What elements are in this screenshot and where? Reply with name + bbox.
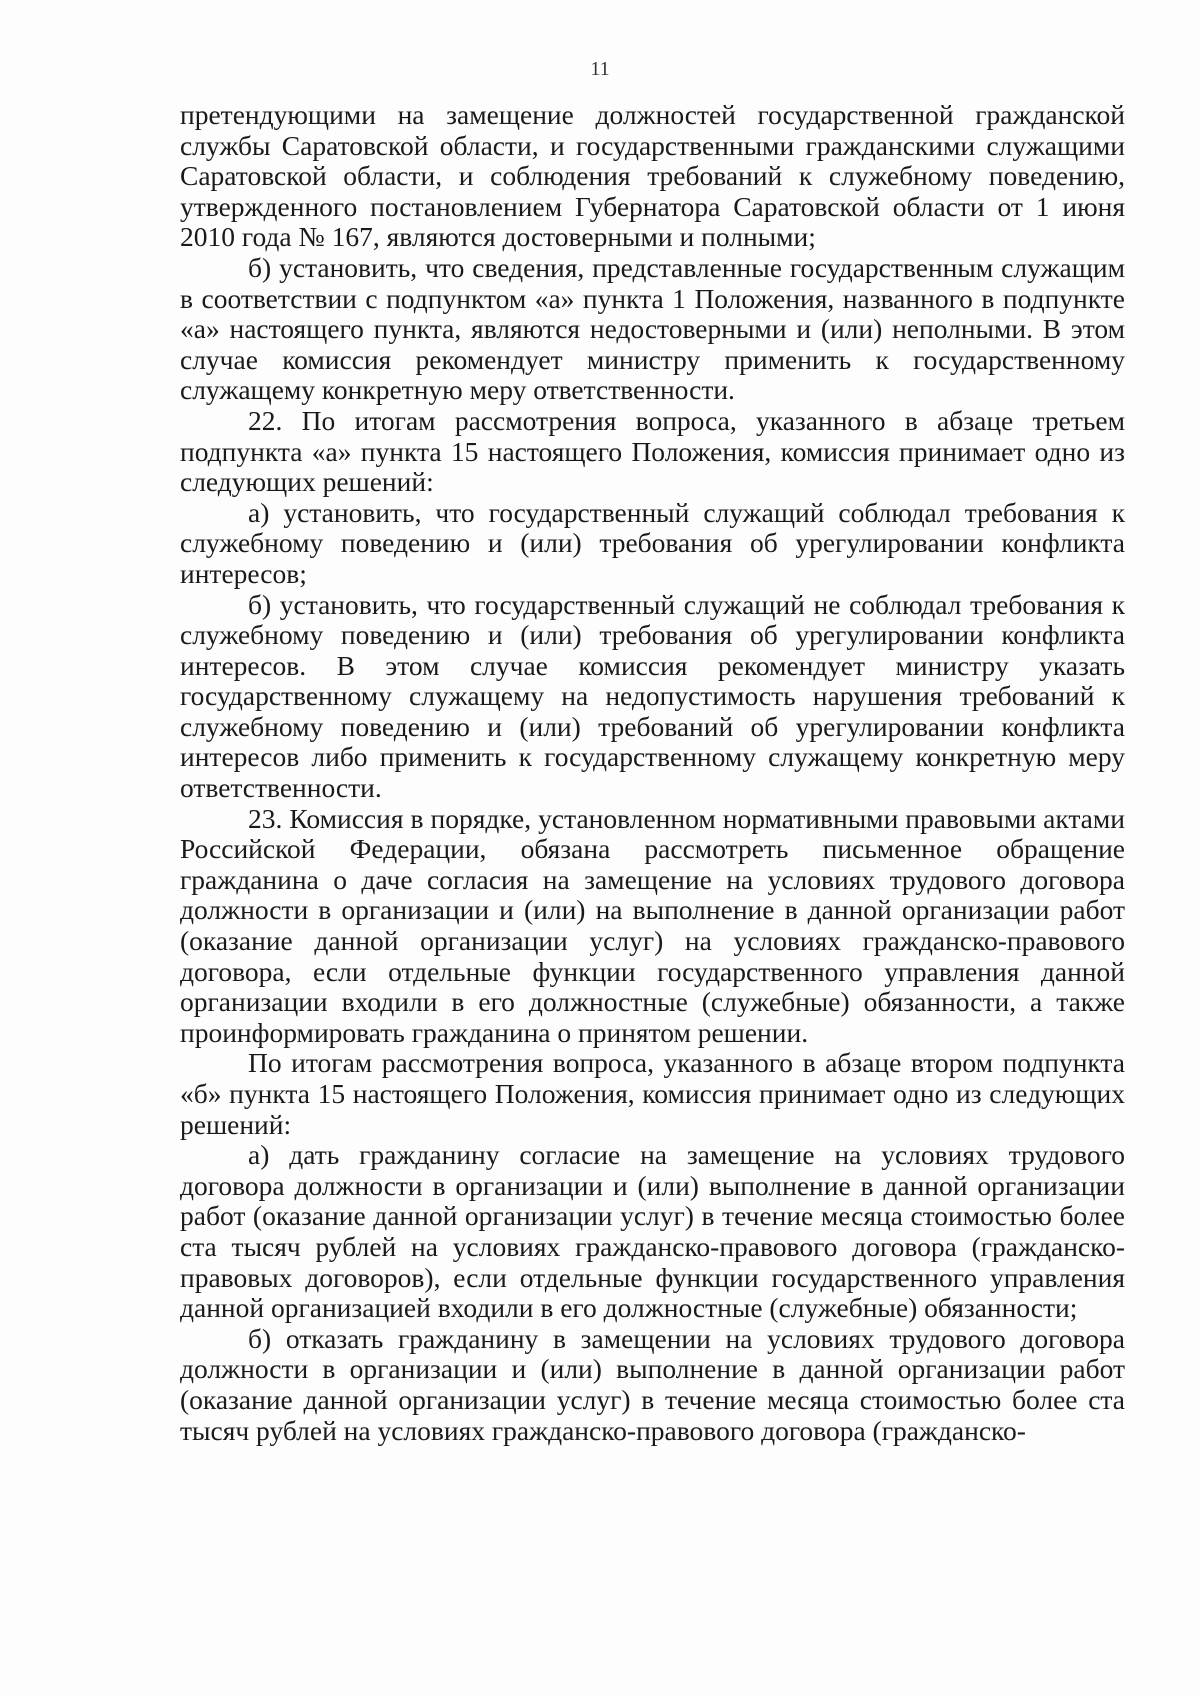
paragraph-continuation: претендующими на замещение должностей государственной гражданской службы Саратовской области, и государственными гражданскими служащими Саратовской области, и соблюдения требований к служебному поведению, утвержденного постановлением Губернатора Саратовской области от 1 июня 2010 года № 167, являются достоверными и полными; [180,99,1125,253]
paragraph-22: 22. По итогам рассмотрения вопроса, указанного в абзаце третьем подпункта «а» пункта 15 настоящего Положения, комиссия принимает одно из следующих решений: [180,404,1125,498]
paragraph-23b: б) отказать гражданину в замещении на условиях трудового договора должности в организации и (или) выполнение в данной организации работ (оказание данной организации услуг) в течение месяца стоимостью более ста тысяч рублей на условиях гражданско-правового договора (гражданско- [180,1322,1125,1446]
page-number: 11 [590,58,610,80]
paragraph-22a: а) установить, что государственный служащий соблюдал требования к служебному поведению и (или) требования об урегулировании конфликта интересов; [180,496,1125,589]
document-body [180,100,1125,1446]
paragraph-23a: а) дать гражданину согласие на замещение на условиях трудового договора должности в организации и (или) выполнение в данной организации работ (оказание данной организации услуг) в течение месяца стоимостью более ста тысяч рублей на условиях гражданско-правового договора (гражданско-правовых договоров), если отдельные функции государственного управления данной организацией входили в его должностные (служебные) обязанности; [180,1139,1125,1324]
paragraph-23: 23. Комиссия в порядке, установленном нормативными правовыми актами Российской Федерации, обязана рассмотреть письменное обращение гражданина о даче согласия на замещение на условиях трудового договора должности в организации и (или) на выполнение в данной организации работ (оказание данной организации услуг) на условиях гражданско-правового договора, если отдельные функции государственного управления данной организации входили в его должностные (служебные) обязанности, а также проинформировать гражданина о принятом решении. [180,802,1125,1048]
paragraph-23-results: По итогам рассмотрения вопроса, указанного в абзаце втором подпункта «б» пункта 15 настоящего Положения, комиссия принимает одно из следующих решений: [180,1047,1125,1140]
paragraph-22b: б) установить, что государственный служащий не соблюдал требования к служебному поведению и (или) требования об урегулировании конфликта интересов. В этом случае комиссия рекомендует министру указать государственному служащему на недопустимость нарушения требований к служебному поведению и (или) требований об урегулировании конфликта интересов либо применить к государственному служащему конкретную меру ответственности. [180,588,1125,804]
paragraph-21b: б) установить, что сведения, представленные государственным служащим в соответствии с подпунктом «а» пункта 1 Положения, названного в подпункте «а» настоящего пункта, являются недостоверными и (или) неполными. В этом случае комиссия рекомендует министру применить к государственному служащему конкретную меру ответственности. [180,251,1125,406]
